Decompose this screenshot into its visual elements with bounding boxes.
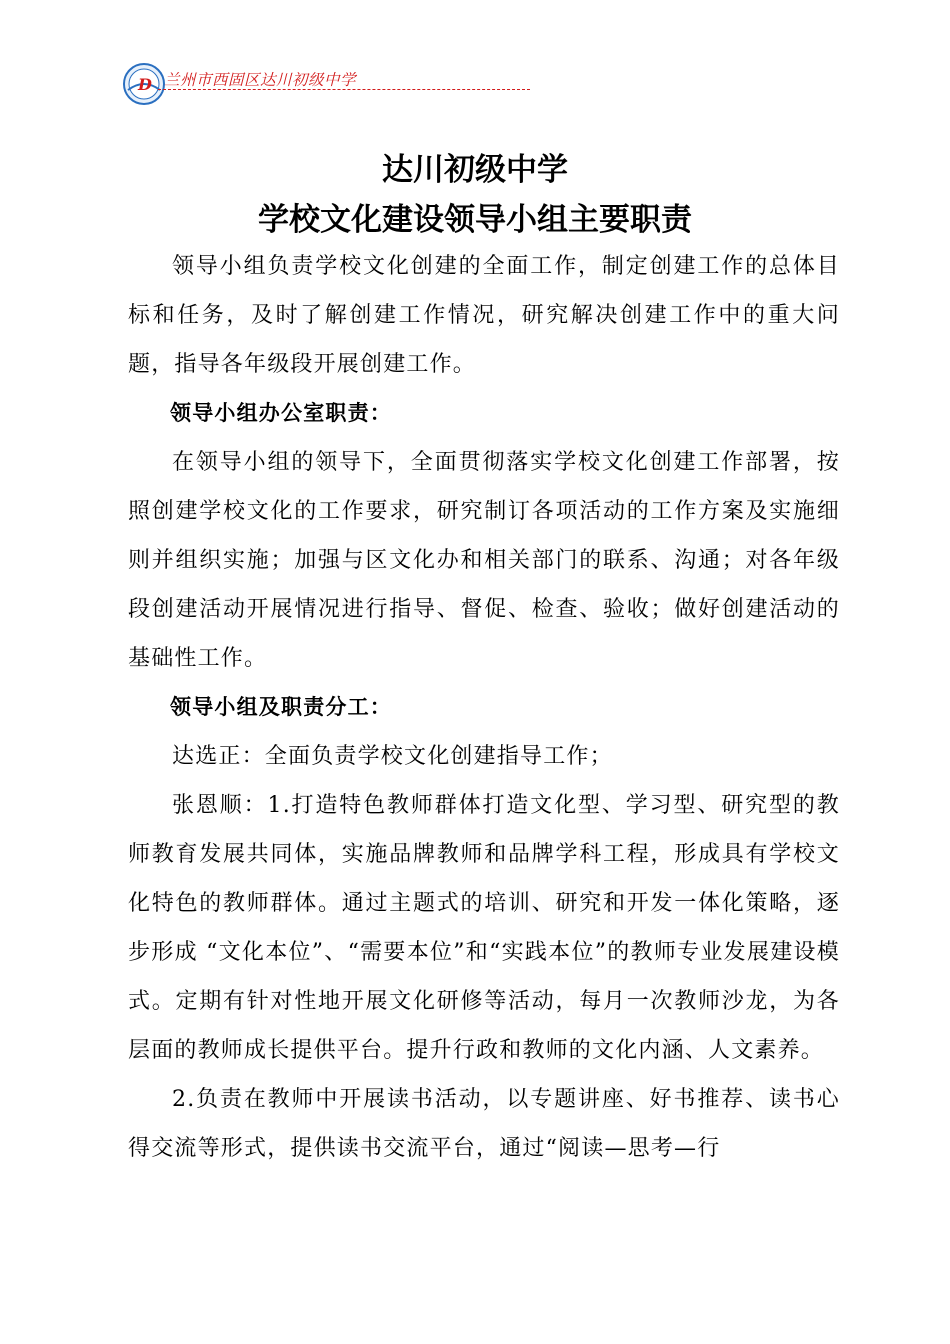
paragraph-reading-activity: 2.负责在教师中开展读书活动，以专题讲座、好书推荐、读书心得交流等形式，提供读书交流平台，通过“阅读—思考—行 — [128, 1087, 840, 1161]
document-body — [128, 242, 840, 1173]
paragraph-zhang-enshun: 张恩顺：1.打造特色教师群体打造文化型、学习型、研究型的教师教育发展共同体，实施品牌教师和品牌学科工程，形成具有学校文化特色的教师群体。通过主题式的培训、研究和开发一体化策略，逐步形成 “文化本位”、“需要本位”和“实践本位”的教师专业发展建设模式。定期有针对性地开展文化研修等活动，每月一次教师沙龙，为各层面的教师成长提供平台。提升行政和教师的文化内涵、人文素养。 — [128, 793, 840, 1063]
page-header — [122, 62, 542, 106]
document-title-line1: 达川初级中学 — [382, 152, 568, 188]
school-name-header: 兰州市西固区达川初级中学 — [164, 71, 357, 89]
section-heading-division: 领导小组及职责分工： — [170, 695, 392, 719]
header-divider — [158, 89, 530, 90]
paragraph-office-duties: 在领导小组的领导下，全面贯彻落实学校文化创建工作部署，按照创建学校文化的工作要求，研究制订各项活动的工作方案及实施细则并组织实施；加强与区文化办和相关部门的联系、沟通；对各年级段创建活动开展情况进行指导、督促、检查、验收；做好创建活动的基础性工作。 — [128, 450, 840, 671]
svg-text:D: D — [138, 75, 152, 94]
paragraph-overview: 领导小组负责学校文化创建的全面工作，制定创建工作的总体目标和任务，及时了解创建工作情况，研究解决创建工作中的重大问题，指导各年级段开展创建工作。 — [128, 254, 840, 377]
paragraph-da-xuanzheng: 达选正：全面负责学校文化创建指导工作； — [172, 744, 613, 769]
document-title-line2: 学校文化建设领导小组主要职责 — [258, 202, 692, 238]
school-logo-icon — [122, 62, 166, 106]
section-heading-office: 领导小组办公室职责： — [170, 401, 392, 425]
